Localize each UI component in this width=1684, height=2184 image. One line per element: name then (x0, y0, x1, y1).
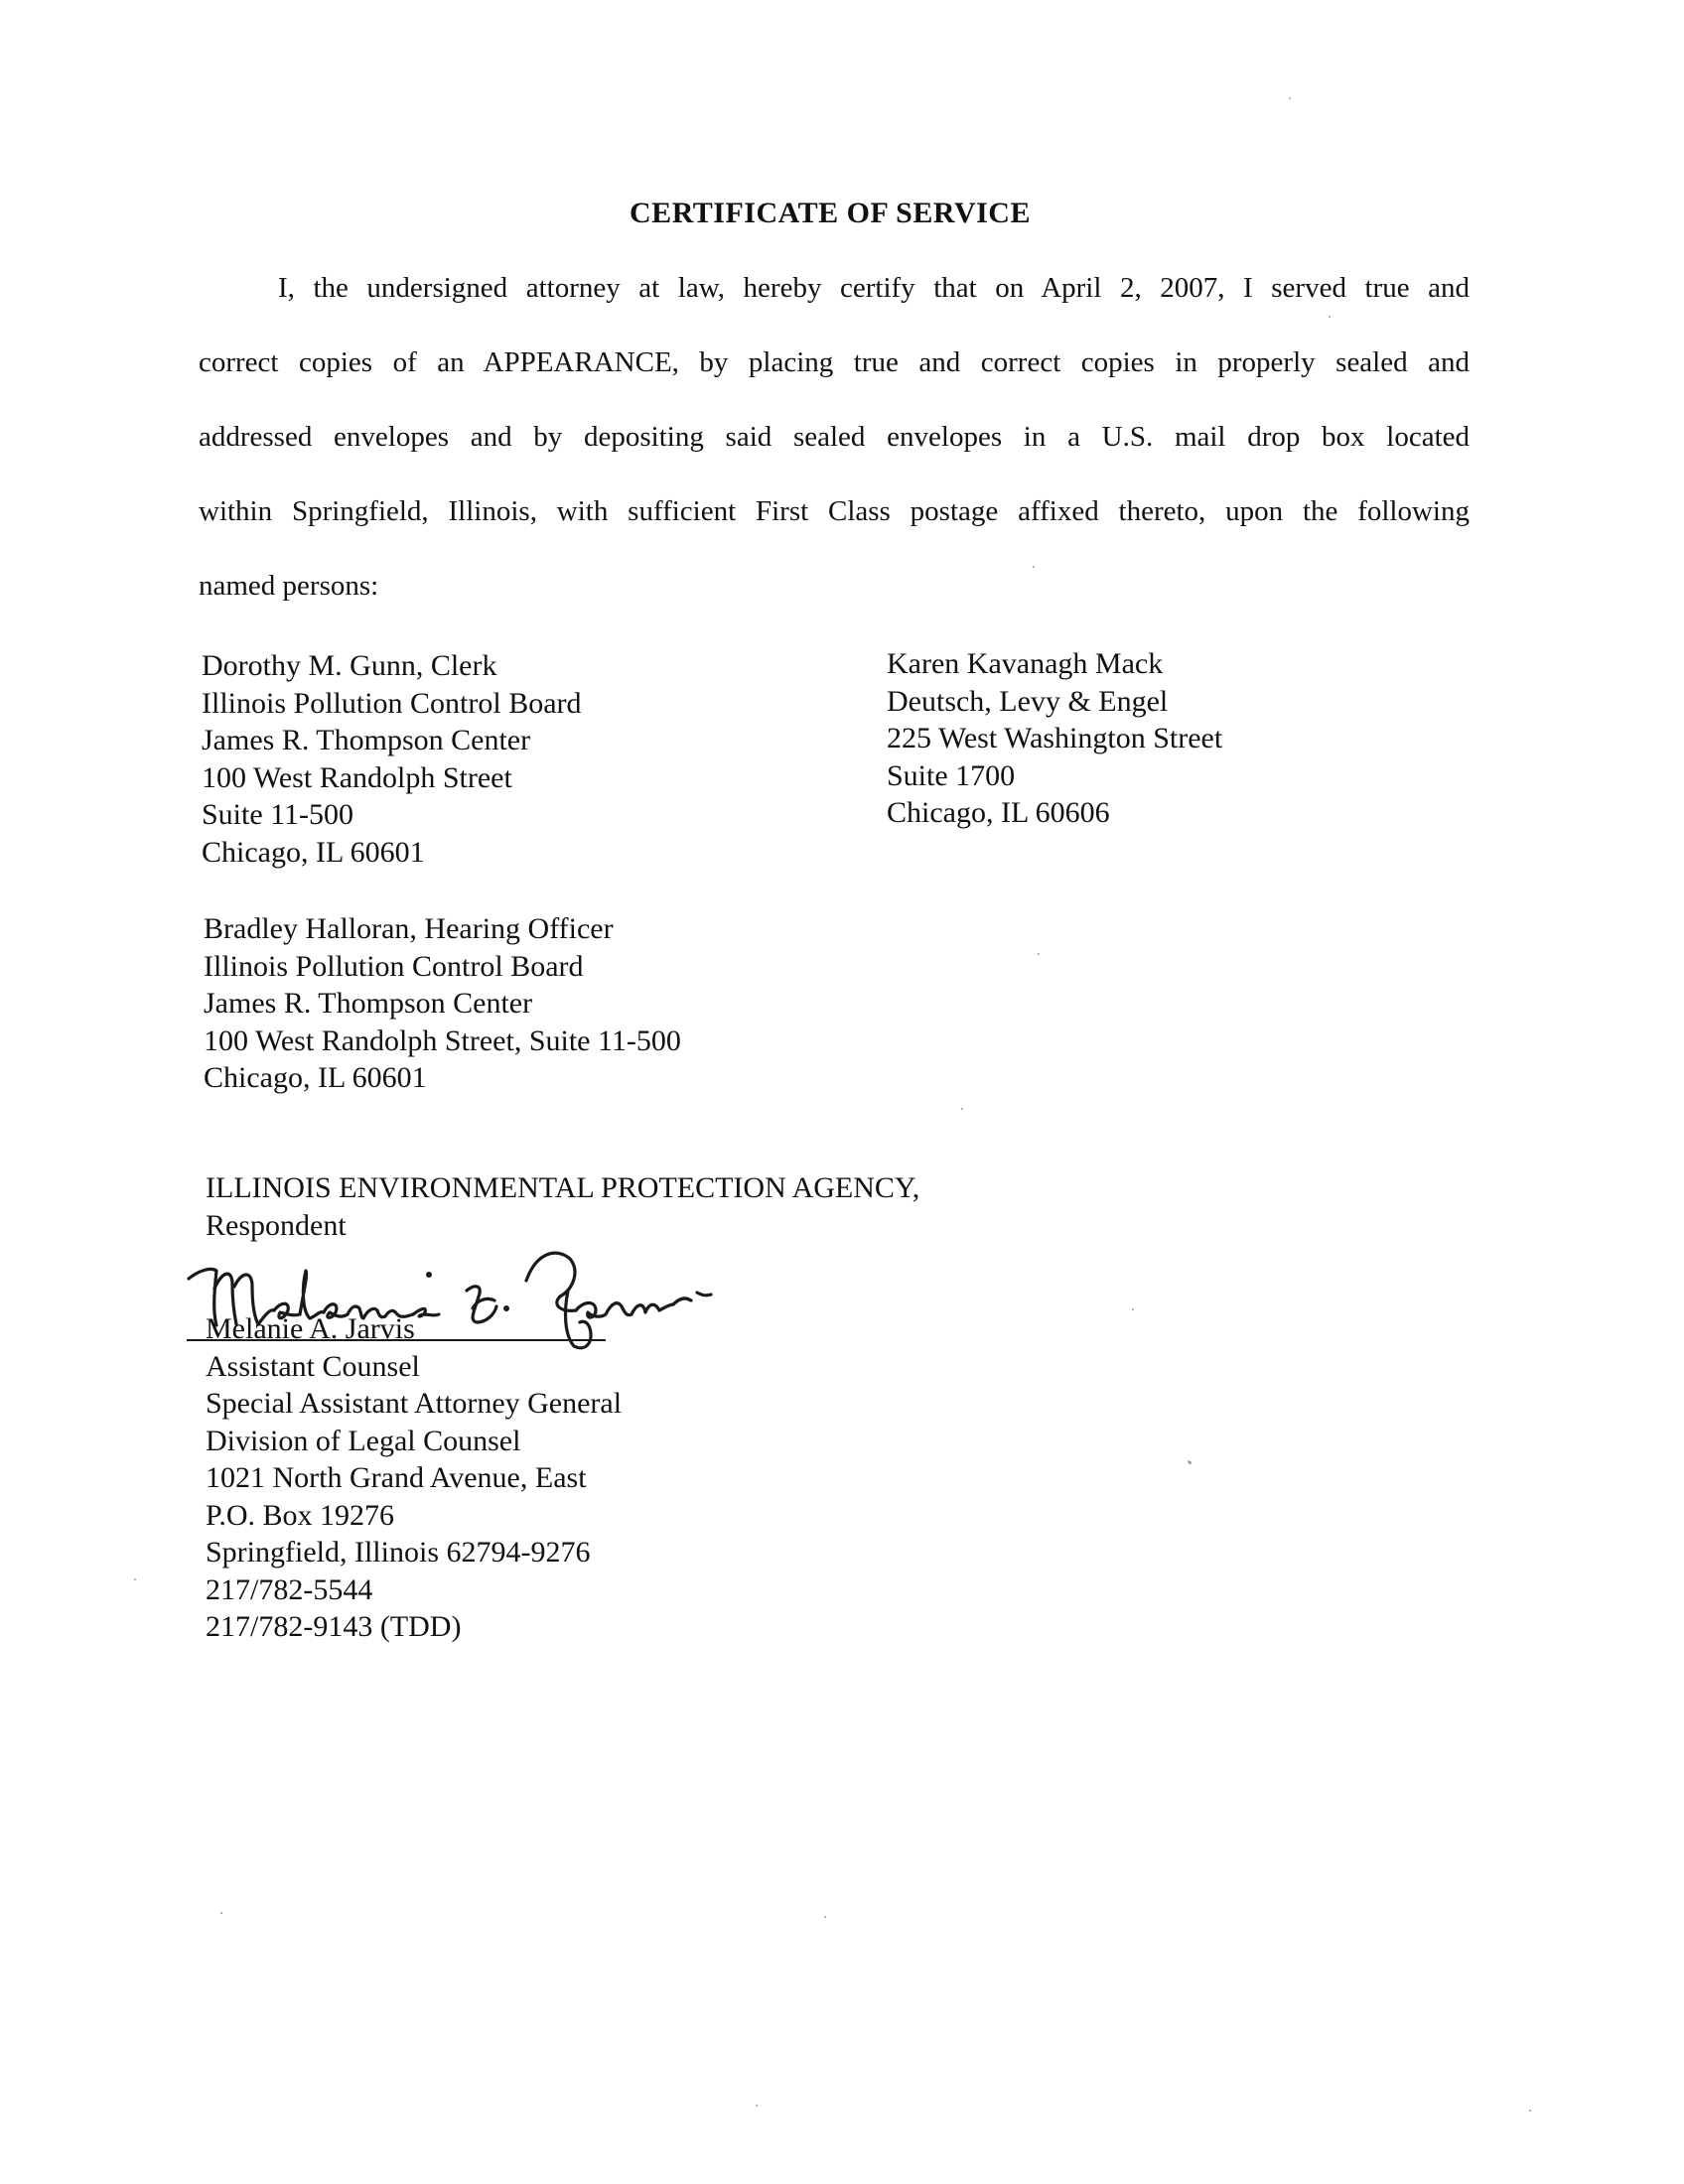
scan-speck (1132, 1308, 1134, 1310)
scan-speck (1529, 2110, 1531, 2112)
scan-speck (824, 1916, 826, 1918)
address-line: Deutsch, Levy & Engel (887, 684, 1169, 718)
agency-name: ILLINOIS ENVIRONMENTAL PROTECTION AGENCY, (206, 1171, 920, 1204)
paragraph-line: named persons: (199, 570, 379, 602)
recipient-address-block (202, 647, 582, 871)
scan-speck (1289, 97, 1291, 99)
agency-role: Respondent (206, 1208, 347, 1242)
address-line: James R. Thompson Center (202, 724, 531, 756)
address-line: Dorothy M. Gunn, Clerk (202, 649, 497, 682)
address-line: Illinois Pollution Control Board (204, 949, 584, 983)
signer-division: Division of Legal Counsel (206, 1424, 521, 1457)
address-line: Bradley Halloran, Hearing Officer (204, 912, 614, 945)
recipient-address-block (887, 645, 1222, 832)
signer-block (206, 1310, 622, 1646)
paragraph-line: within Springfield, Illinois, with sufficient First Class postage affixed thereto, upon the following (199, 495, 1470, 527)
scan-speck (220, 1912, 222, 1914)
signer-phone: 217/782-9143 (TDD) (206, 1610, 462, 1643)
address-line: Illinois Pollution Control Board (202, 686, 582, 720)
address-line: 225 West Washington Street (887, 722, 1223, 754)
scan-speck (1189, 1461, 1192, 1464)
address-line: Suite 11-500 (202, 798, 354, 831)
scan-speck (134, 1578, 136, 1580)
address-line: Chicago, IL 60601 (204, 1061, 427, 1094)
address-line: 100 West Randolph Street (202, 760, 512, 794)
scan-speck (756, 2105, 758, 2107)
signer-address: 1021 North Grand Avenue, East (206, 1461, 587, 1494)
address-line: James R. Thompson Center (204, 987, 533, 1020)
signer-address: Springfield, Illinois 62794-9276 (206, 1536, 591, 1569)
scan-speck (961, 1108, 963, 1110)
recipient-address-block (204, 910, 681, 1097)
signer-title: Special Assistant Attorney General (206, 1387, 623, 1420)
paragraph-line: addressed envelopes and by depositing said sealed envelopes in a U.S. mail drop box located (199, 421, 1470, 453)
address-line: Chicago, IL 60606 (887, 796, 1110, 829)
address-line: Karen Kavanagh Mack (887, 647, 1164, 680)
signer-name: Melanie A. Jarvis (206, 1312, 415, 1345)
address-line: 100 West Randolph Street, Suite 11-500 (204, 1024, 681, 1057)
scan-speck (1038, 953, 1040, 955)
paragraph-line: correct copies of an APPEARANCE, by placing true and correct copies in properly sealed and (199, 346, 1470, 378)
signer-phone: 217/782-5544 (206, 1572, 373, 1606)
address-line: Chicago, IL 60601 (202, 835, 425, 869)
paragraph-line: I, the undersigned attorney at law, hereby certify that on April 2, 2007, I served true and (278, 272, 1470, 304)
signer-address: P.O. Box 19276 (206, 1498, 395, 1532)
scan-speck (1329, 316, 1331, 318)
signer-title: Assistant Counsel (206, 1349, 420, 1383)
page-title: CERTIFICATE OF SERVICE (630, 197, 1031, 229)
scan-speck (1033, 566, 1035, 568)
address-line: Suite 1700 (887, 758, 1016, 792)
